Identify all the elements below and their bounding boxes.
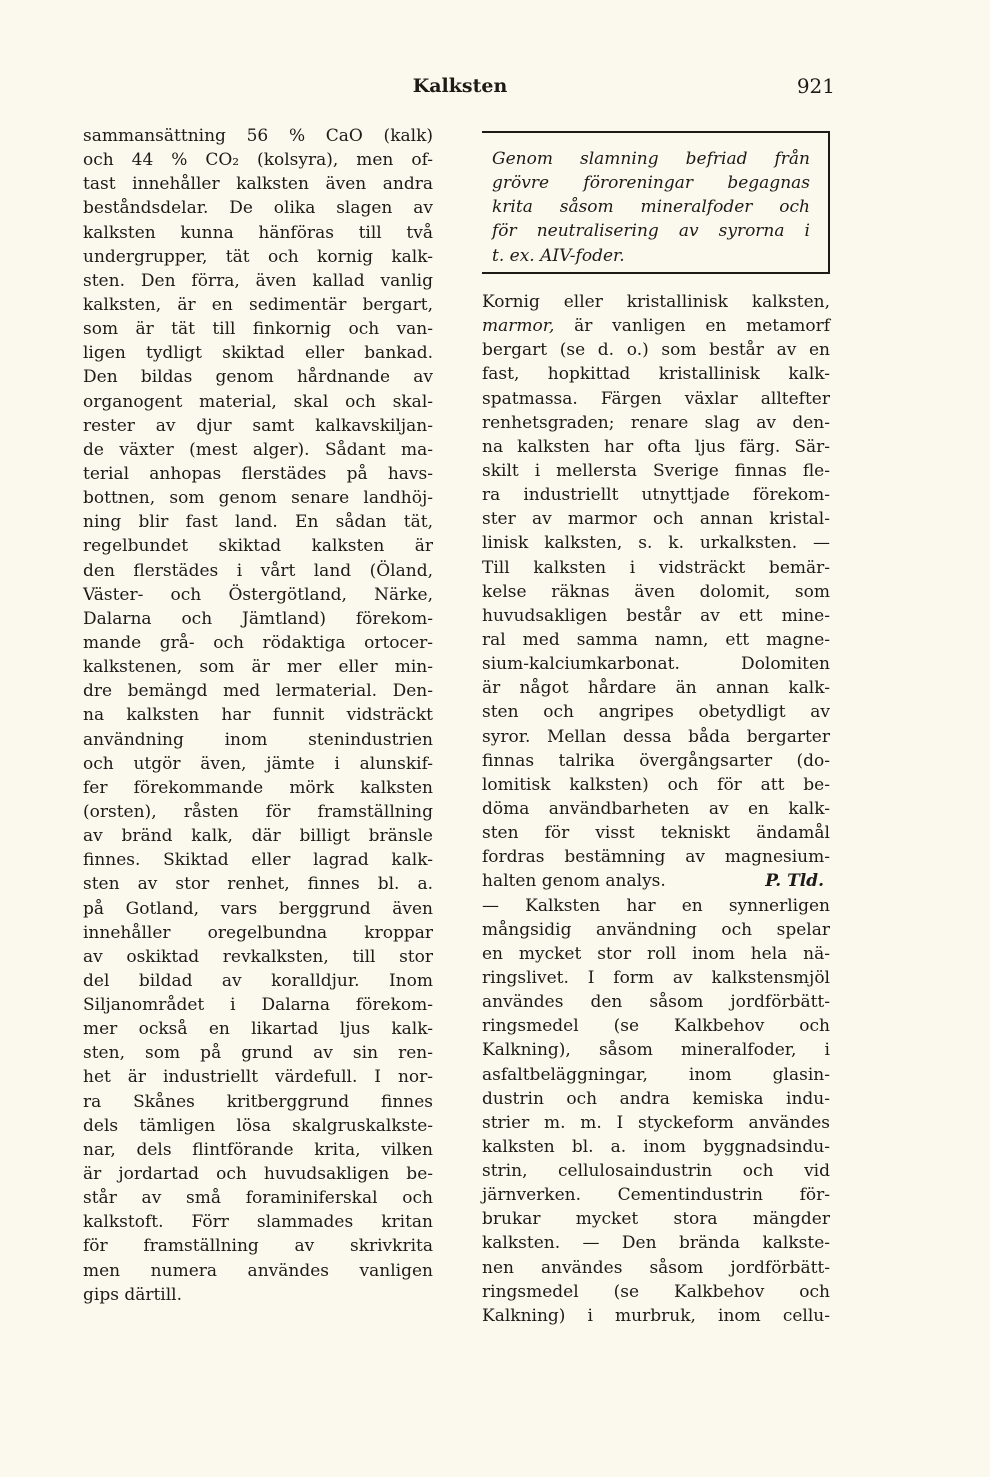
text-line: (orsten), råsten för framställning xyxy=(83,801,433,822)
text-line: innehåller oregelbundna kroppar xyxy=(83,922,433,943)
text-line: nen användes såsom jordförbätt- xyxy=(482,1257,830,1278)
text-line: men numera användes vanligen xyxy=(83,1260,433,1281)
text-line: sium-kalciumkarbonat. Dolomiten xyxy=(482,654,830,675)
text-fragment: är vanligen en metamorf xyxy=(554,316,830,337)
text-line: ning blir fast land. En sådan tät, xyxy=(83,512,433,533)
text-line: är jordartad och huvudsakligen be- xyxy=(83,1164,433,1185)
left-text-column xyxy=(83,124,433,1307)
text-line: järnverken. Cementindustrin för- xyxy=(482,1185,830,1206)
text-line: organogent material, skal och skal- xyxy=(83,391,433,412)
text-line: sten och angripes obetydligt av xyxy=(482,702,830,723)
right-lines-group-b xyxy=(482,894,830,1329)
text-line: Dalarna och Jämtland) förekom- xyxy=(83,608,433,629)
text-line: döma användbarheten av en kalk- xyxy=(482,798,830,819)
text-line: brukar mycket stora mängder xyxy=(482,1209,830,1230)
text-line: sammansättning 56 % CaO (kalk) xyxy=(83,126,433,146)
text-line: som är tät till finkornig och van- xyxy=(83,319,433,340)
text-line: sten för visst tekniskt ändamål xyxy=(482,823,830,844)
text-line: kelse räknas även dolomit, som xyxy=(482,581,830,602)
right-text-column xyxy=(482,290,830,1328)
text-line: dels tämligen lösa skalgruskalkste- xyxy=(83,1115,433,1136)
text-line: bottnen, som genom senare landhöj- xyxy=(83,488,433,509)
text-line: Kornig eller kristallinisk kalksten, xyxy=(482,292,830,312)
text-line: syror. Mellan dessa båda bergarter xyxy=(482,726,830,747)
text-line: kalksten bl. a. inom byggnadsindu- xyxy=(482,1136,830,1157)
text-line xyxy=(482,314,830,338)
text-line: sten, som på grund av sin ren- xyxy=(83,1043,433,1064)
text-line: kalkstoft. Förr slammades kritan xyxy=(83,1212,433,1233)
text-line: del bildad av koralldjur. Inom xyxy=(83,970,433,991)
text-line: ringsmedel (se Kalkbehov och xyxy=(482,1016,830,1037)
text-line: na kalksten har ofta ljus färg. Sär- xyxy=(482,436,830,457)
text-line: — Kalksten har en synnerligen xyxy=(482,895,830,916)
text-line: asfaltbeläggningar, inom glasin- xyxy=(482,1064,830,1085)
text-line: ligen tydligt skiktad eller bankad. xyxy=(83,343,433,364)
text-line: tast innehåller kalksten även andra xyxy=(83,174,433,195)
text-line: Den bildas genom hårdnande av xyxy=(83,367,433,388)
right-lines-group-a xyxy=(482,338,830,869)
text-line: ra Skånes kritberggrund finnes xyxy=(83,1091,433,1112)
text-line: finnas talrika övergångsarter (do- xyxy=(482,750,830,771)
text-line: rester av djur samt kalkavskiljan- xyxy=(83,415,433,436)
text-line: het är industriellt värdefull. I nor- xyxy=(83,1067,433,1088)
text-line: kalkstenen, som är mer eller min- xyxy=(83,657,433,678)
text-line: gips därtill. xyxy=(83,1284,183,1305)
text-line: den flerstädes i vårt land (Öland, xyxy=(83,560,433,581)
text-line: linisk kalksten, s. k. urkalksten. — xyxy=(482,533,830,554)
text-line: skilt i mellersta Sverige finnas fle- xyxy=(482,460,830,481)
text-line: nar, dels flintförande krita, vilken xyxy=(83,1139,433,1160)
text-line: Siljanområdet i Dalarna förekom- xyxy=(83,995,433,1016)
text-line: och utgör även, jämte i alunskif- xyxy=(83,753,433,774)
page-number: 921 xyxy=(796,74,835,98)
text-line: på Gotland, vars berggrund även xyxy=(83,898,433,919)
signature-line xyxy=(482,869,830,893)
text-line: mande grå- och rödaktiga ortocer- xyxy=(83,632,433,653)
text-line: renhetsgraden; renare slag av den- xyxy=(482,412,830,433)
note-line: för neutralisering av syrorna i xyxy=(492,221,810,242)
text-line: Till kalksten i vidsträckt bemär- xyxy=(482,557,830,578)
text-line: finnes. Skiktad eller lagrad kalk- xyxy=(83,850,433,871)
running-header-title: Kalksten xyxy=(412,75,508,97)
text-line: fer förekommande mörk kalksten xyxy=(83,777,433,798)
text-line: mer också en likartad ljus kalk- xyxy=(83,1019,433,1040)
text-line: beståndsdelar. De olika slagen av xyxy=(83,198,433,219)
sidebar-note-box xyxy=(482,131,830,274)
text-line: mångsidig användning och spelar xyxy=(482,919,830,940)
text-line: fordras bestämning av magnesium- xyxy=(482,847,830,868)
text-line: ra industriellt utnyttjade förekom- xyxy=(482,485,830,506)
text-line: Väster- och Östergötland, Närke, xyxy=(83,584,433,605)
text-line: en mycket stor roll inom hela nä- xyxy=(482,943,830,964)
text-line: de växter (mest alger). Sådant ma- xyxy=(83,439,433,460)
text-line: kalksten, är en sedimentär bergart, xyxy=(83,294,433,315)
text-line: kalksten kunna hänföras till två xyxy=(83,222,433,243)
note-line: Genom slamning befriad från xyxy=(492,149,810,169)
text-line: av oskiktad revkalksten, till stor xyxy=(83,946,433,967)
text-line: spatmassa. Färgen växlar alltefter xyxy=(482,388,830,409)
text-line: dre bemängd med lermaterial. Den- xyxy=(83,681,433,702)
text-line: strin, cellulosaindustrin och vid xyxy=(482,1161,830,1182)
text-line: undergrupper, tät och kornig kalk- xyxy=(83,246,433,267)
text-line: fast, hopkittad kristallinisk kalk- xyxy=(482,364,830,385)
text-line: terial anhopas flerstädes på havs- xyxy=(83,463,433,484)
text-line: lomitisk kalksten) och för att be- xyxy=(482,774,830,795)
note-line: t. ex. AIV-foder. xyxy=(492,245,625,266)
text-line: av bränd kalk, där billigt bränsle xyxy=(83,826,433,847)
text-line: ral med samma namn, ett magne- xyxy=(482,629,830,650)
text-line: strier m. m. I styckeform användes xyxy=(482,1112,830,1133)
text-line: huvudsakligen består av ett mine- xyxy=(482,605,830,626)
sidebar-note-text xyxy=(492,147,810,268)
note-line: krita såsom mineralfoder och xyxy=(492,197,810,218)
term-marmor: marmor, xyxy=(482,316,555,337)
text-line: na kalksten har funnit vidsträckt xyxy=(83,705,433,726)
text-line: sten. Den förra, även kallad vanlig xyxy=(83,270,433,291)
text-line: ster av marmor och annan kristal- xyxy=(482,509,830,530)
text-line: dustrin och andra kemiska indu- xyxy=(482,1088,830,1109)
text-fragment: halten genom analys. xyxy=(482,871,666,892)
text-line: regelbundet skiktad kalksten är xyxy=(83,536,433,557)
author-signature: P. Tld. xyxy=(765,871,824,892)
text-line: ringslivet. I form av kalkstensmjöl xyxy=(482,967,830,988)
text-line: kalksten. — Den brända kalkste- xyxy=(482,1233,830,1254)
text-line: ringsmedel (se Kalkbehov och xyxy=(482,1281,830,1302)
text-line: står av små foraminiferskal och xyxy=(83,1188,433,1209)
text-line: användes den såsom jordförbätt- xyxy=(482,992,830,1013)
text-line: bergart (se d. o.) som består av en xyxy=(482,340,830,361)
text-line: Kalkning) i murbruk, inom cellu- xyxy=(482,1305,830,1326)
text-line: är något hårdare än annan kalk- xyxy=(482,678,830,699)
text-line: användning inom stenindustrien xyxy=(83,729,433,750)
text-line: och 44 % CO₂ (kolsyra), men of- xyxy=(83,150,433,171)
text-line: för framställning av skrivkrita xyxy=(83,1236,433,1257)
text-line: Kalkning), såsom mineralfoder, i xyxy=(482,1040,830,1061)
text-line: sten av stor renhet, finnes bl. a. xyxy=(83,874,433,895)
note-line: grövre föroreningar begagnas xyxy=(492,173,810,194)
